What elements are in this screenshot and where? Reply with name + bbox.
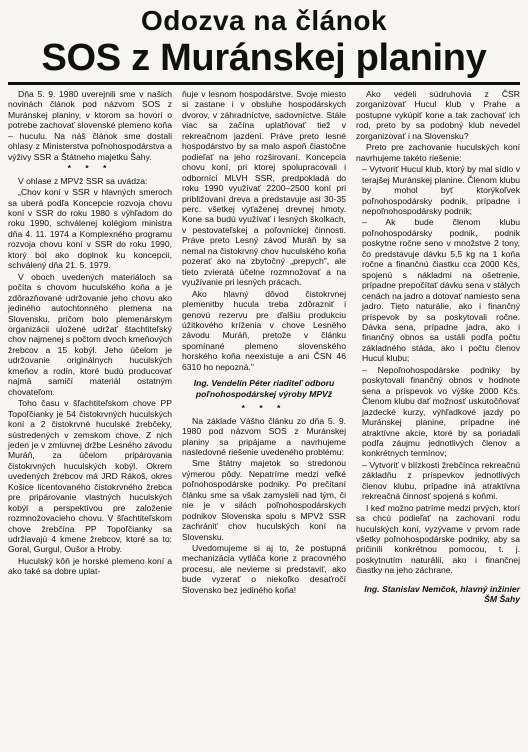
ministry-quote-1: „Chov koní v SSR v hlavných smeroch sa uberá podľa Koncepcie rozvoja chovu koní v SSR do roku 1980 s výhľadom do roku 1990, schválenej kolégiom ministra dňa 4. 11. 1974 a Komplexného programu rozvoja chovu koní v SSR do roku 1990, ktorý bol ako doplnok ku koncepcii, schválený dňa 21. 5. 1979. (8, 187, 172, 271)
signature-peter: Ing. Vendelín Péter riaditeľ odboru poľnohospodárskej výroby MPVž (193, 378, 335, 399)
ministry-quote-4: Huculský kôň je horské plemeno koní a ako také sa dobre uplat- (8, 555, 172, 577)
column-1 (8, 89, 172, 605)
sahy-paragraph-2: Uvedomujeme si aj to, že postupná mechanizácia vytláča kone z pracovného procesu, ale nevieme si predstaviť, ako bude vyzerať o niekoľko desaťročí Slovensko bez jediného koňa! (182, 543, 346, 595)
ministry-quote-6: Ako hlavný dôvod čistokrvnej plemenitby hucula treba zdôrazniť i genovú rezervu pre ďalšiu produkciu úžitkového kríženia v chove Lesného závodu Muráň, pretože v článku spomínané plemeno slovenského horského koňa neexistuje a ani ČSN 46 6310 ho nepozná." (182, 288, 346, 372)
column-3 (356, 89, 520, 605)
sahy-paragraph-4: Preto pre zachovanie huculských koní navrhujeme takéto riešenie: (356, 142, 520, 163)
intro-paragraph: Dňa 5. 9. 1980 uverejnili sme v našich novinách článok pod názvom SOS z Muránskej planiny, v ktorom sa hovorí o potrebe zachovať slovenské plemeno koňa – huculu. Na náš článok sme dostali ohlasy z Ministerstva poľnohospodárstva a výživy SSR a Štátneho majetku Šahy. (8, 89, 172, 162)
column-2 (182, 89, 346, 605)
section-separator-2: * * * (241, 403, 287, 414)
section-separator: * * * (67, 163, 113, 174)
ministry-intro: V ohlase z MPVž SSR sa uvádza: (18, 175, 148, 186)
headline-rule (8, 82, 520, 85)
proposal-4: – Vytvoriť v blízkosti žrebčínca rekreačnú základňu z príspevkov jednotlivých členov klubu, prípadne iná atraktívna rekreačná činnosť spojená s koňmi. (362, 459, 520, 502)
proposal-2: – Ak bude členom klubu poľnohospodársky podnik, podnik poskytne ročne seno v množstve 2 tony, čo predstavuje dávku 5,5 kg na 1 koňa ročne a finančnú čiastku cca 2000 Kčs, spojenú s nákladmi na ošetrenie, prípadne prepočítať dávku sena v stálych cenách na jadro a dotovať namiesto sena jadro. Tieto naturálie, ako i finančný príspevok by sa poskytovali ročne. Dávka sena, prípadne jadra, ako i finančný obnos sa ustáli podľa počtu základného stáda, ako i počtu členov Hucul klubu; (362, 217, 521, 364)
article-columns (8, 89, 520, 605)
sahy-paragraph-1: Sme štátny majetok so stredonou výmerou pôdy. Nepatríme medzi veľké poľnohospodárske podniky. Po prečítaní článku sme sa však zamysleli nad tým, či nie je v silách poľnohospodárskych podnikov Slovenska spolu s MPVž SSR zachrániť chov huculských koní na Slovensku. (182, 458, 346, 542)
sahy-intro: Na základe Vášho článku zo dňa 5. 9. 1980 pod názvom SOS z Muránskej planiny sa pripájame a navrhujeme nasledovné riešenie uvedeného problému: (182, 415, 346, 457)
ministry-quote-5: ňuje v lesnom hospodárstve. Svoje miesto si zastane i v obsluhe hospodárskych dvorov, v záhradníctve, sadovníctve. Stále viac sa začína uplatňovať tiež v rekreačnom jazdení. Práve preto lesné hospodárstvo by sa malo aspoň čiastočne podieľať na jeho rozširovaní. Koncepcia chovu koní, pri ktorej spolupracovali i odborníci MLVH SSR, predpokladá do roku 1990 využívať 2200–2500 koní pri približovaní dreva a predstavuje asi 30-35 perc. všetkej vyťaženej drevnej hmoty. Kone sa budú využívať i lesných školkach, v pestovateľskej a poľovníckej činnosti. Práve preto Lesný závod Muráň by sa nemal na čistokrvný chov huculského koňa pozerať ako na zbytočný „prepych", ale tieto zvieratá účelne rozmnožovať a na využívanie pri lesných prácach. (182, 89, 346, 288)
ministry-quote-3: Toho času v šľachtiteľskom chove PP Topoľčianky je 54 čistokrvných huculských koní a 2 čistokrvné huculské žrebčeky, sústredených v zemskom chove. Z nich jeden je v zmluvnej držbe Lesného závodu Muráň, za účelom pripárovania čistokrvných huculských kobýl. Okrem uvedených žrebcov má JRD Rákoš, okres Košice licentovaného čistokrvného žrebca pre pripárovanie vlastných huculských kobýl a perspektívou pre založenie rozmnožovacieho chovu. V šľachtiteľskom chove žrebčína PP Topoľčianky sa udržiavajú 4 kmene žrebcov, ktoré sa to: Goral, Gurgul, Oušor a Hroby. (8, 398, 172, 555)
ministry-quote-2: V oboch uvedených materiáloch sa počíta s chovom huculského koňa a je zdôrazňované udržovanie jeho chovu ako jediného autochtonného plemena na Slovensku, pričom bolo plemenárskym organizácii uložené udržať štachtiteľský chov najmenej s počtom dvoch kmeňových žrebcov a 15 kobýl. Jeho účelom je udržovanie originálnych huculských kmeňov a rodín, ktoré budú producovať najmä samičí materiál ostatným chovateľom. (8, 271, 172, 397)
proposal-1: – Vytvoriť Hucul klub, ktorý by mal sídlo v terajšej Muránskej planine. Členom klubu by mohol byť ktorýkoľvek poľnohospodársky podnik, prípadne i nepoľnohospodársky podnik; (362, 164, 520, 216)
headline-line-2: SOS z Muránskej planiny (41, 37, 487, 79)
sahy-paragraph-5: I keď možno patríme medzi prvých, ktorí sa chcú podieľať na zachovaní rodu huculských koní, vyzývame v prvom rade všetky poľnohospodárske podniky, aby sa pričinili konkrétnou pomocou, t. j. poskytnutím naturálií, ako i finančnej čiastky na jeho záchrane. (356, 502, 520, 576)
proposal-3: – Nepoľnohospodárske podniky by poskytovali finančný obnos v hodnote sena a príspevok vo výške 2000 Kčs. Členom klubu dať možnosť uskutočňovať jazdecké kurzy, výhľadkové jazdy po Muránskej planine, prípadne iné atraktívne akcie, ktoré by sa poriadali podľa záujmu jednotlivých členov a konkrétnych termínov; (362, 364, 520, 459)
headline-line-1: Odozva na článok (140, 5, 388, 36)
signature-nemcok: Ing. Stanislav Nemčok, hlavný inžinier ŠM Šahy (364, 583, 520, 605)
sahy-paragraph-3: Ako vedeli súdruhovia z ČSR zorganizovať Hucul klub v Prahe a postupne vykúpiť kone a tak zachovať ich rod, preto by sa podobný klub nevedel zorganizovať i na Slovensku? (356, 89, 520, 141)
headline (8, 6, 520, 78)
